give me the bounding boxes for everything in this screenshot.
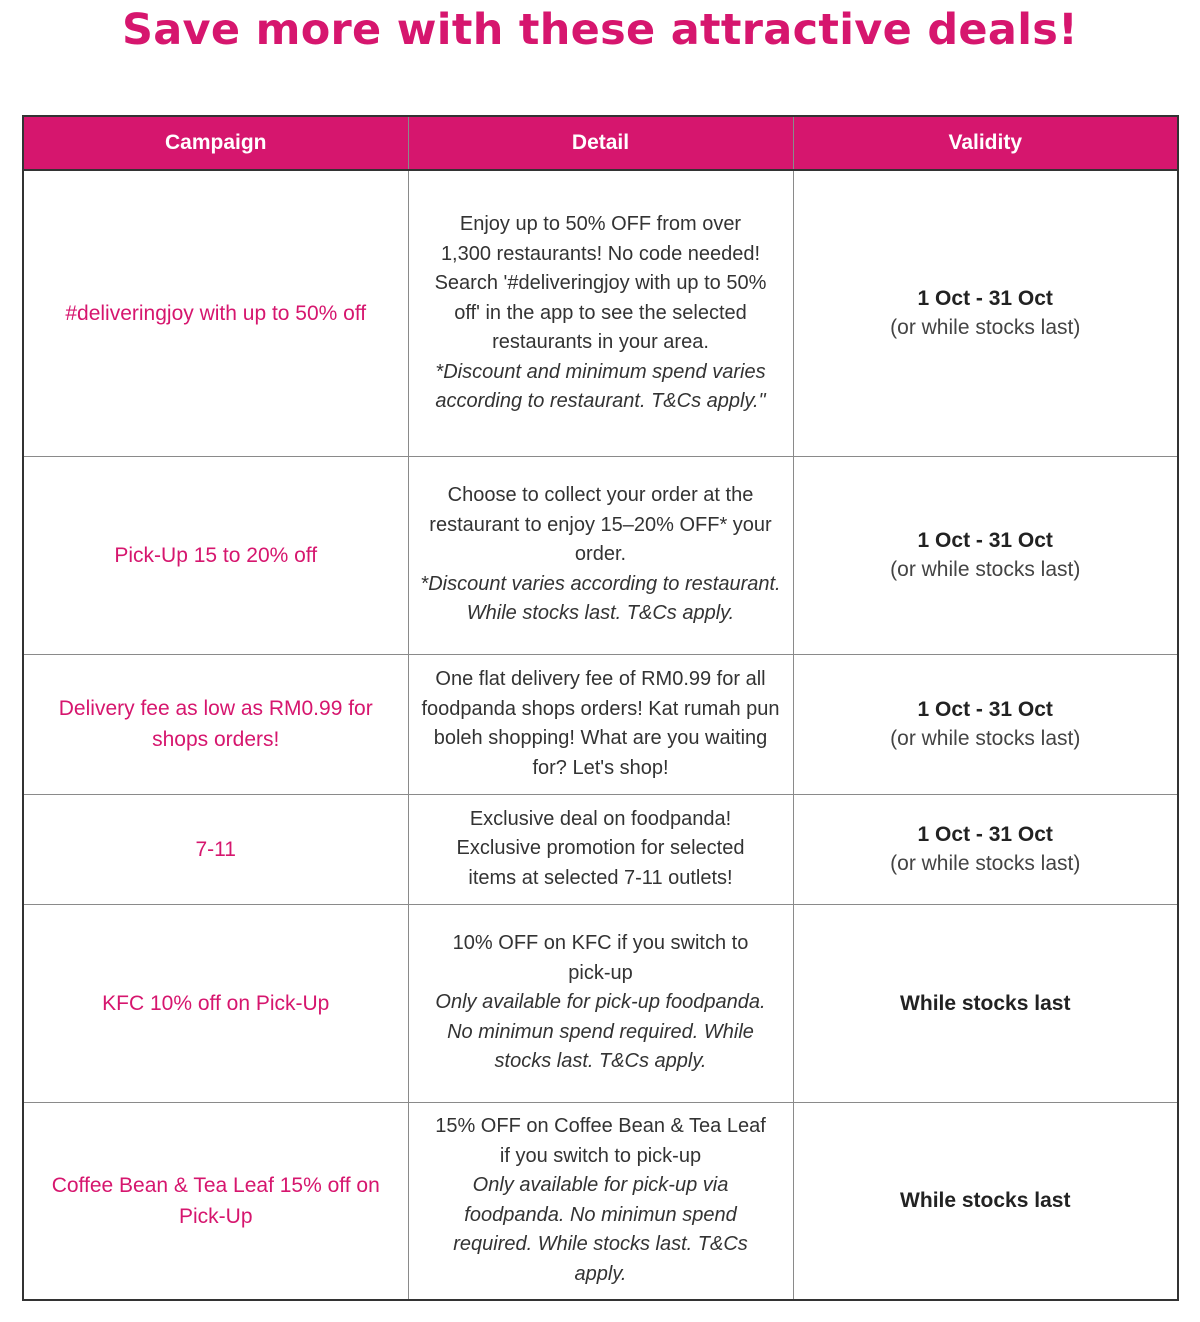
- detail-cell: [408, 1102, 793, 1300]
- validity-text: While stocks last: [900, 991, 1071, 1015]
- detail-note: *Discount and minimum spend varies according to restaurant. T&Cs apply.": [435, 360, 766, 412]
- detail-cell: [408, 654, 793, 794]
- header-validity: Validity: [793, 116, 1178, 170]
- validity-cell: [793, 654, 1178, 794]
- detail-text: Enjoy up to 50% OFF from over 1,300 restaurants! No code needed! Search '#deliveringjoy with up to 50% off' in the app to see the selected restaurants in your area.: [434, 213, 767, 353]
- validity-text: While stocks last: [900, 1189, 1071, 1213]
- table-row: [23, 904, 1178, 1102]
- detail-text: 10% OFF on KFC if you switch to pick-up: [452, 932, 749, 984]
- validity-date: 1 Oct - 31 Oct: [917, 529, 1053, 552]
- validity-note: (or while stocks last): [890, 558, 1081, 581]
- table-row: [23, 654, 1178, 794]
- validity-date: 1 Oct - 31 Oct: [917, 287, 1053, 311]
- detail-text: Choose to collect your order at the restaurant to enjoy 15–20% OFF* your order.: [429, 484, 772, 566]
- table-body: [23, 170, 1178, 1300]
- table-row: [23, 1102, 1178, 1300]
- validity-note: (or while stocks last): [890, 852, 1081, 875]
- detail-cell: [408, 456, 793, 654]
- table-row: [23, 170, 1178, 456]
- campaign-cell: Pick-Up 15 to 20% off: [23, 456, 408, 654]
- validity-note: (or while stocks last): [890, 727, 1081, 750]
- table-row: [23, 794, 1178, 904]
- validity-cell: [793, 1102, 1178, 1300]
- campaign-cell: #deliveringjoy with up to 50% off: [23, 170, 408, 456]
- detail-cell: [408, 170, 793, 456]
- validity-cell: [793, 794, 1178, 904]
- validity-date: 1 Oct - 31 Oct: [917, 698, 1053, 721]
- detail-cell: [408, 904, 793, 1102]
- table-header: [23, 116, 1178, 170]
- page-title: Save more with these attractive deals!: [121, 5, 1079, 55]
- validity-cell: [793, 904, 1178, 1102]
- table-row: [23, 456, 1178, 654]
- detail-text: 15% OFF on Coffee Bean & Tea Leaf if you switch to pick-up: [435, 1115, 766, 1167]
- detail-note: Only available for pick-up foodpanda. No minimun spend required. While stocks last. T&Cs apply.: [435, 991, 766, 1073]
- validity-cell: [793, 170, 1178, 456]
- header-detail: Detail: [408, 116, 793, 170]
- detail-note: Only available for pick-up via foodpanda. No minimun spend required. While stocks last. T&Cs apply.: [453, 1174, 748, 1285]
- validity-note: (or while stocks last): [890, 316, 1081, 340]
- detail-note: *Discount varies according to restaurant. While stocks last. T&Cs apply.: [420, 572, 781, 625]
- campaign-cell: Delivery fee as low as RM0.99 for shops orders!: [23, 654, 408, 794]
- campaign-cell: KFC 10% off on Pick-Up: [23, 904, 408, 1102]
- header-campaign: Campaign: [23, 116, 408, 170]
- validity-cell: [793, 456, 1178, 654]
- detail-text: Exclusive deal on foodpanda! Exclusive promotion for selected items at selected 7-11 outlets!: [456, 807, 745, 889]
- campaign-cell: Coffee Bean & Tea Leaf 15% off on Pick-Up: [23, 1102, 408, 1300]
- deals-table: [22, 115, 1179, 1301]
- campaign-cell: 7-11: [23, 794, 408, 904]
- header-row: [23, 116, 1178, 170]
- detail-text: One flat delivery fee of RM0.99 for all foodpanda shops orders! Kat rumah pun boleh shopping! What are you waiting for? Let's shop!: [421, 668, 780, 779]
- validity-date: 1 Oct - 31 Oct: [917, 823, 1053, 846]
- detail-cell: [408, 794, 793, 904]
